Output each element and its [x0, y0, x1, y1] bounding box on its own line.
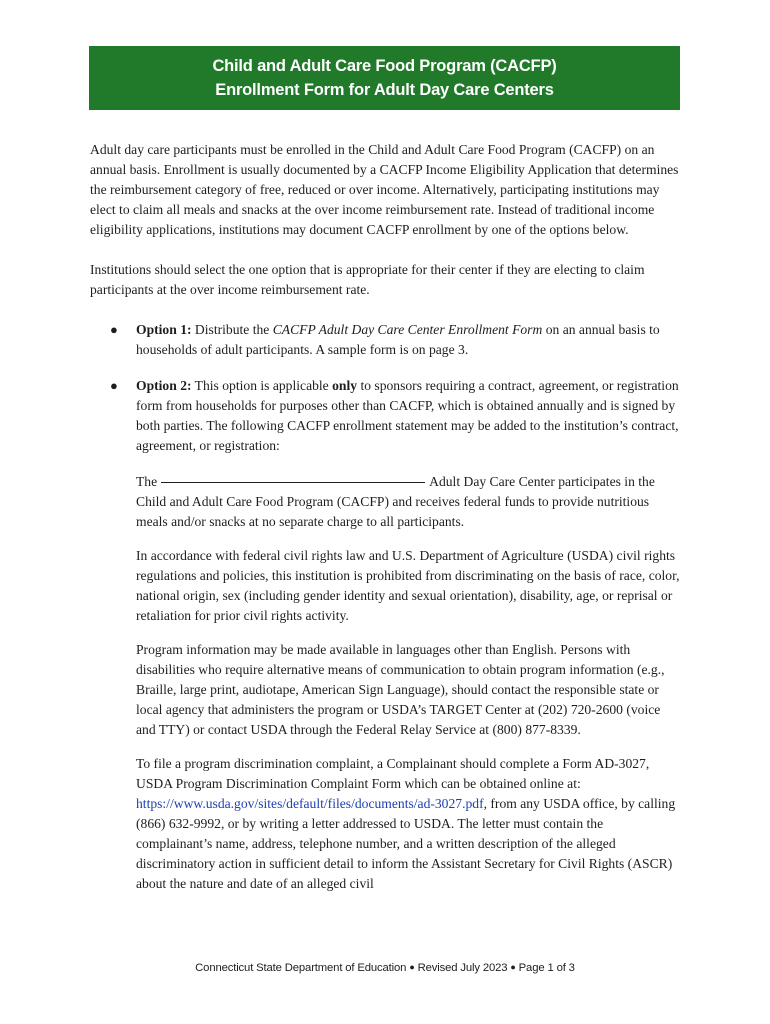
option-1-form-name: CACFP Adult Day Care Center Enrollment Form: [272, 322, 543, 337]
center-name-blank[interactable]: [161, 482, 425, 483]
enrollment-statement: [136, 472, 680, 532]
intro-paragraph: Adult day care participants must be enrolled in the Child and Adult Care Food Program (CACFP) on an annual basis. Enrollment is usually documented by a CACFP Income Eligibility Application that determines the reimbursement category of free, reduced or over income. Alternatively, participating institutions may elect to claim all meals and snacks at the over income reimbursement rate. Instead of traditional income eligibility applications, institutions may document CACFP enrollment by one of the options below.: [90, 142, 679, 237]
ad-3027-link[interactable]: https://www.usda.gov/sites/default/files/documents/ad-3027.pdf: [136, 796, 484, 811]
option-1-text-b: on an annual basis to households of adult participants. A sample form is on page 3.: [136, 322, 660, 357]
footer-revised: Revised July 2023: [417, 962, 508, 974]
title-line-2: Enrollment Form for Adult Day Care Centers: [215, 81, 554, 99]
option-1-label: Option 1:: [136, 322, 192, 337]
statement-text: Adult Day Care Center participates in the Child and Adult Care Food Program (CACFP) and receives federal funds to provide nutritious meals and/or snacks at no separate charge to all participants.: [136, 474, 655, 529]
footer-org: Connecticut State Department of Education: [195, 962, 407, 974]
title-banner: [89, 46, 680, 110]
civil-rights-paragraph: In accordance with federal civil rights law and U.S. Department of Agriculture (USDA) civil rights regulations and policies, this institution is prohibited from discriminating on the basis of race, color, national origin, sex (including gender identity and sexual orientation), disability, age, or reprisal or retaliation for prior civil rights activity.: [136, 548, 680, 623]
program-info-paragraph: Program information may be made available in languages other than English. Persons with disabilities who require alternative means of communication to obtain program information (e.g., Braille, large print, audiotape, American Sign Language), should contact the responsible state or local agency that administers the program or USDA’s TARGET Center at (202) 720-2600 (voice and TTY) or contact USDA through the Federal Relay Service at (800) 877-8339.: [136, 642, 665, 737]
footer-page-number: Page 1 of 3: [518, 962, 575, 974]
option-1-text-a: Distribute the: [191, 322, 273, 337]
option-2: [90, 376, 680, 456]
title-line-1: Child and Adult Care Food Program (CACFP): [212, 57, 557, 75]
option-2-text-b: to sponsors requiring a contract, agreement, or registration form from households for purposes other than CACFP, which is obtained annually and is signed by both parties. The following CACFP enrollment statement may be added to the institution’s contract, agreement, or registration:: [136, 378, 679, 453]
option-1: [90, 320, 680, 360]
complaint-paragraph: [136, 754, 680, 894]
option-2-details: [136, 472, 680, 894]
bullet-icon: ●: [110, 378, 118, 393]
complaint-text-b: , from any USDA office, by calling (866) 632-9992, or by writing a letter addressed to USDA. The letter must contain the complainant’s name, address, telephone number, and a written description of the alleged discriminatory action in sufficient detail to inform the Assistant Secretary for Civil Rights (ASCR) about the nature and date of an alleged civil: [136, 796, 676, 891]
complaint-text-a: To file a program discrimination complaint, a Complainant should complete a Form AD-3027, USDA Program Discrimination Complaint Form which can be obtained online at:: [136, 756, 650, 791]
option-2-only: only: [332, 378, 358, 393]
bullet-icon: ●: [110, 322, 118, 337]
statement-the: The: [136, 474, 158, 489]
instructions-paragraph: Institutions should select the one option that is appropriate for their center if they are electing to claim participants at the over income reimbursement rate.: [90, 262, 645, 297]
page-footer: [0, 962, 770, 974]
option-2-label: Option 2:: [136, 378, 192, 393]
bullet-icon: ●: [409, 962, 415, 972]
document-body: [90, 140, 680, 908]
option-2-text-a: This option is applicable: [191, 378, 333, 393]
options-list: [90, 320, 680, 456]
bullet-icon: ●: [510, 962, 516, 972]
